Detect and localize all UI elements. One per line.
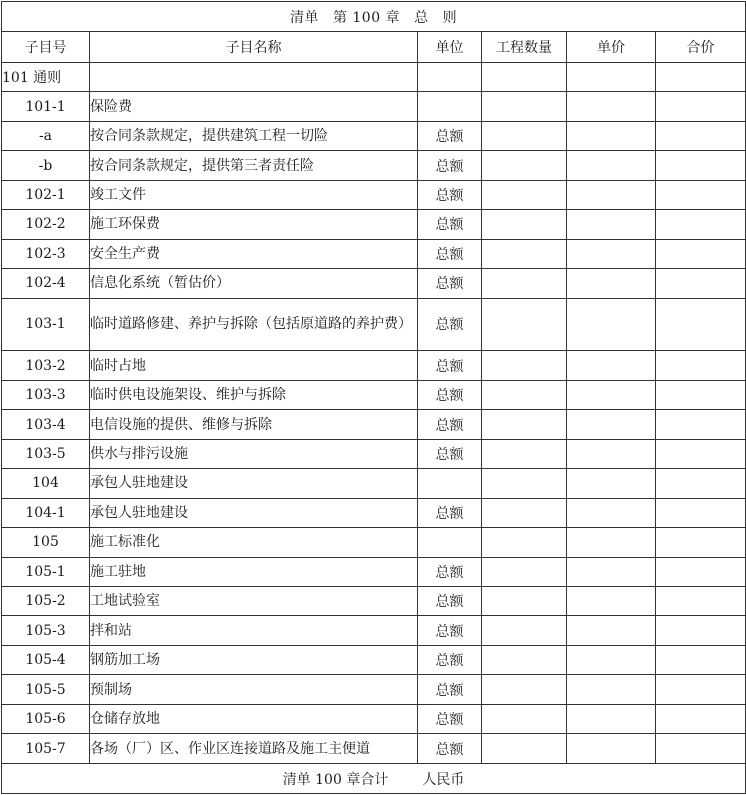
cell-total-price — [656, 269, 746, 298]
cell-unit — [418, 469, 482, 498]
cell-name: 承包人驻地建设 — [90, 469, 418, 498]
cell-unit: 总额 — [418, 587, 482, 616]
cell-name: 承包人驻地建设 — [90, 498, 418, 527]
cell-code: 105-7 — [2, 734, 90, 764]
table-row — [2, 557, 746, 586]
cell-name: 工地试验室 — [90, 587, 418, 616]
cell-quantity — [482, 675, 567, 704]
cell-unit-price — [567, 180, 656, 209]
cell-total-price — [656, 298, 746, 351]
cell-name: 施工驻地 — [90, 557, 418, 586]
cell-total-price — [656, 439, 746, 468]
table-row — [2, 351, 746, 380]
cell-unit — [418, 528, 482, 557]
table-row — [2, 645, 746, 674]
cell-total-price — [656, 151, 746, 180]
cell-code: 105 — [2, 528, 90, 557]
cell-total-price — [656, 616, 746, 645]
cell-total-price — [656, 557, 746, 586]
table-title — [2, 2, 746, 32]
footer-label: 清单 100 章合计 — [282, 771, 389, 788]
cell-name: 临时占地 — [90, 351, 418, 380]
cell-code: 101 通则 — [2, 62, 90, 91]
cell-quantity — [482, 180, 567, 209]
cell-code: 105-6 — [2, 704, 90, 733]
cell-name: 预制场 — [90, 675, 418, 704]
title-part-1: 清单 — [289, 9, 319, 26]
header-unit-price: 单价 — [567, 32, 656, 62]
cell-quantity — [482, 645, 567, 674]
cell-code: 105-4 — [2, 645, 90, 674]
header-unit: 单位 — [418, 32, 482, 62]
cell-quantity — [482, 616, 567, 645]
header-name: 子目名称 — [90, 32, 418, 62]
table-row — [2, 587, 746, 616]
cell-unit: 总额 — [418, 298, 482, 351]
cell-unit: 总额 — [418, 410, 482, 439]
cell-name: 拌和站 — [90, 616, 418, 645]
cell-name: 供水与排污设施 — [90, 439, 418, 468]
cell-unit: 总额 — [418, 498, 482, 527]
cell-code: 103-1 — [2, 298, 90, 351]
cell-total-price — [656, 469, 746, 498]
cell-unit-price — [567, 298, 656, 351]
cell-name — [90, 62, 418, 91]
cell-name: 信息化系统（暂估价） — [90, 269, 418, 298]
cell-unit-price — [567, 62, 656, 91]
cell-unit-price — [567, 121, 656, 150]
cell-quantity — [482, 210, 567, 239]
cell-unit-price — [567, 675, 656, 704]
cell-unit-price — [567, 151, 656, 180]
cell-unit: 总额 — [418, 210, 482, 239]
cell-code: 105-1 — [2, 557, 90, 586]
table-row — [2, 239, 746, 268]
title-part-3: 总 — [414, 9, 429, 26]
cell-total-price — [656, 410, 746, 439]
cell-total-price — [656, 121, 746, 150]
table-row — [2, 92, 746, 121]
cell-unit: 总额 — [418, 439, 482, 468]
cell-name: 各场（厂）区、作业区连接道路及施工主便道 — [90, 734, 418, 764]
table-row — [2, 616, 746, 645]
table-row — [2, 498, 746, 527]
cell-name: 临时道路修建、养护与拆除（包括原道路的养护费） — [90, 298, 418, 351]
cell-unit-price — [567, 528, 656, 557]
cell-unit — [418, 62, 482, 91]
cell-unit: 总额 — [418, 269, 482, 298]
cell-code: 105-3 — [2, 616, 90, 645]
cell-unit-price — [567, 269, 656, 298]
cell-total-price — [656, 704, 746, 733]
table-row — [2, 734, 746, 764]
header-row — [2, 32, 746, 62]
table-row — [2, 380, 746, 409]
cell-code: -a — [2, 121, 90, 150]
cell-total-price — [656, 239, 746, 268]
title-part-4: 则 — [442, 9, 458, 26]
table-row — [2, 210, 746, 239]
cell-quantity — [482, 528, 567, 557]
cell-name: 保险费 — [90, 92, 418, 121]
cell-unit-price — [567, 380, 656, 409]
cell-code: 103-2 — [2, 351, 90, 380]
cell-code: 105-5 — [2, 675, 90, 704]
cell-unit-price — [567, 210, 656, 239]
cell-name: 安全生产费 — [90, 239, 418, 268]
cell-code: 102-1 — [2, 180, 90, 209]
cell-unit-price — [567, 557, 656, 586]
table-row — [2, 151, 746, 180]
table-row — [2, 121, 746, 150]
cell-unit-price — [567, 351, 656, 380]
cell-quantity — [482, 410, 567, 439]
cell-name: 按合同条款规定，提供第三者责任险 — [90, 151, 418, 180]
cell-unit: 总额 — [418, 121, 482, 150]
cell-code: 104 — [2, 469, 90, 498]
cell-unit: 总额 — [418, 380, 482, 409]
cell-unit: 总额 — [418, 180, 482, 209]
table-row — [2, 180, 746, 209]
cell-total-price — [656, 62, 746, 91]
table-row — [2, 469, 746, 498]
cell-unit: 总额 — [418, 704, 482, 733]
cell-name: 仓储存放地 — [90, 704, 418, 733]
cell-name: 电信设施的提供、维修与拆除 — [90, 410, 418, 439]
cell-name: 施工环保费 — [90, 210, 418, 239]
cell-unit: 总额 — [418, 239, 482, 268]
cell-quantity — [482, 121, 567, 150]
cell-total-price — [656, 587, 746, 616]
cell-unit: 总额 — [418, 645, 482, 674]
cell-code: 103-4 — [2, 410, 90, 439]
table-row — [2, 528, 746, 557]
footer-currency: 人民币 — [422, 771, 465, 788]
cell-name: 临时供电设施架设、维护与拆除 — [90, 380, 418, 409]
header-quantity: 工程数量 — [482, 32, 567, 62]
cell-unit: 总额 — [418, 675, 482, 704]
cell-unit-price — [567, 410, 656, 439]
cell-unit: 总额 — [418, 351, 482, 380]
cell-unit-price — [567, 704, 656, 733]
cell-code: 105-2 — [2, 587, 90, 616]
footer-row — [2, 764, 746, 794]
cell-name: 施工标准化 — [90, 528, 418, 557]
cell-unit: 总额 — [418, 734, 482, 764]
cell-name: 竣工文件 — [90, 180, 418, 209]
cell-total-price — [656, 210, 746, 239]
cell-unit: 总额 — [418, 616, 482, 645]
cell-quantity — [482, 239, 567, 268]
cell-unit-price — [567, 92, 656, 121]
cell-quantity — [482, 439, 567, 468]
cell-quantity — [482, 351, 567, 380]
cell-total-price — [656, 528, 746, 557]
table-row — [2, 675, 746, 704]
cell-unit — [418, 92, 482, 121]
cell-quantity — [482, 151, 567, 180]
cell-unit-price — [567, 469, 656, 498]
cell-total-price — [656, 380, 746, 409]
cell-quantity — [482, 498, 567, 527]
cell-quantity — [482, 704, 567, 733]
cell-total-price — [656, 498, 746, 527]
cell-name: 钢筋加工场 — [90, 645, 418, 674]
cell-unit-price — [567, 645, 656, 674]
table-row — [2, 298, 746, 351]
title-part-2: 第 100 章 — [332, 9, 401, 26]
cell-total-price — [656, 180, 746, 209]
cell-quantity — [482, 734, 567, 764]
cell-unit-price — [567, 439, 656, 468]
title-row — [2, 2, 746, 32]
cell-unit: 总额 — [418, 557, 482, 586]
table-row — [2, 269, 746, 298]
cell-total-price — [656, 92, 746, 121]
cell-unit-price — [567, 734, 656, 764]
cell-quantity — [482, 269, 567, 298]
header-code: 子目号 — [2, 32, 90, 62]
header-total-price: 合价 — [656, 32, 746, 62]
cell-code: 101-1 — [2, 92, 90, 121]
cell-unit-price — [567, 587, 656, 616]
cell-total-price — [656, 734, 746, 764]
cell-unit: 总额 — [418, 151, 482, 180]
cell-unit-price — [567, 239, 656, 268]
cell-code: 102-2 — [2, 210, 90, 239]
bill-of-quantities-table — [1, 1, 746, 794]
cell-quantity — [482, 298, 567, 351]
cell-unit-price — [567, 616, 656, 645]
cell-code: 102-4 — [2, 269, 90, 298]
table-row — [2, 410, 746, 439]
cell-code: 103-5 — [2, 439, 90, 468]
table-row — [2, 704, 746, 733]
cell-total-price — [656, 675, 746, 704]
cell-quantity — [482, 62, 567, 91]
cell-name: 按合同条款规定，提供建筑工程一切险 — [90, 121, 418, 150]
table-row — [2, 439, 746, 468]
footer-total — [2, 764, 746, 794]
cell-code: 104-1 — [2, 498, 90, 527]
cell-code: 102-3 — [2, 239, 90, 268]
cell-quantity — [482, 587, 567, 616]
cell-quantity — [482, 380, 567, 409]
cell-total-price — [656, 645, 746, 674]
table-row — [2, 62, 746, 91]
cell-code: 103-3 — [2, 380, 90, 409]
cell-quantity — [482, 469, 567, 498]
cell-total-price — [656, 351, 746, 380]
cell-unit-price — [567, 498, 656, 527]
cell-quantity — [482, 557, 567, 586]
cell-code: -b — [2, 151, 90, 180]
cell-quantity — [482, 92, 567, 121]
